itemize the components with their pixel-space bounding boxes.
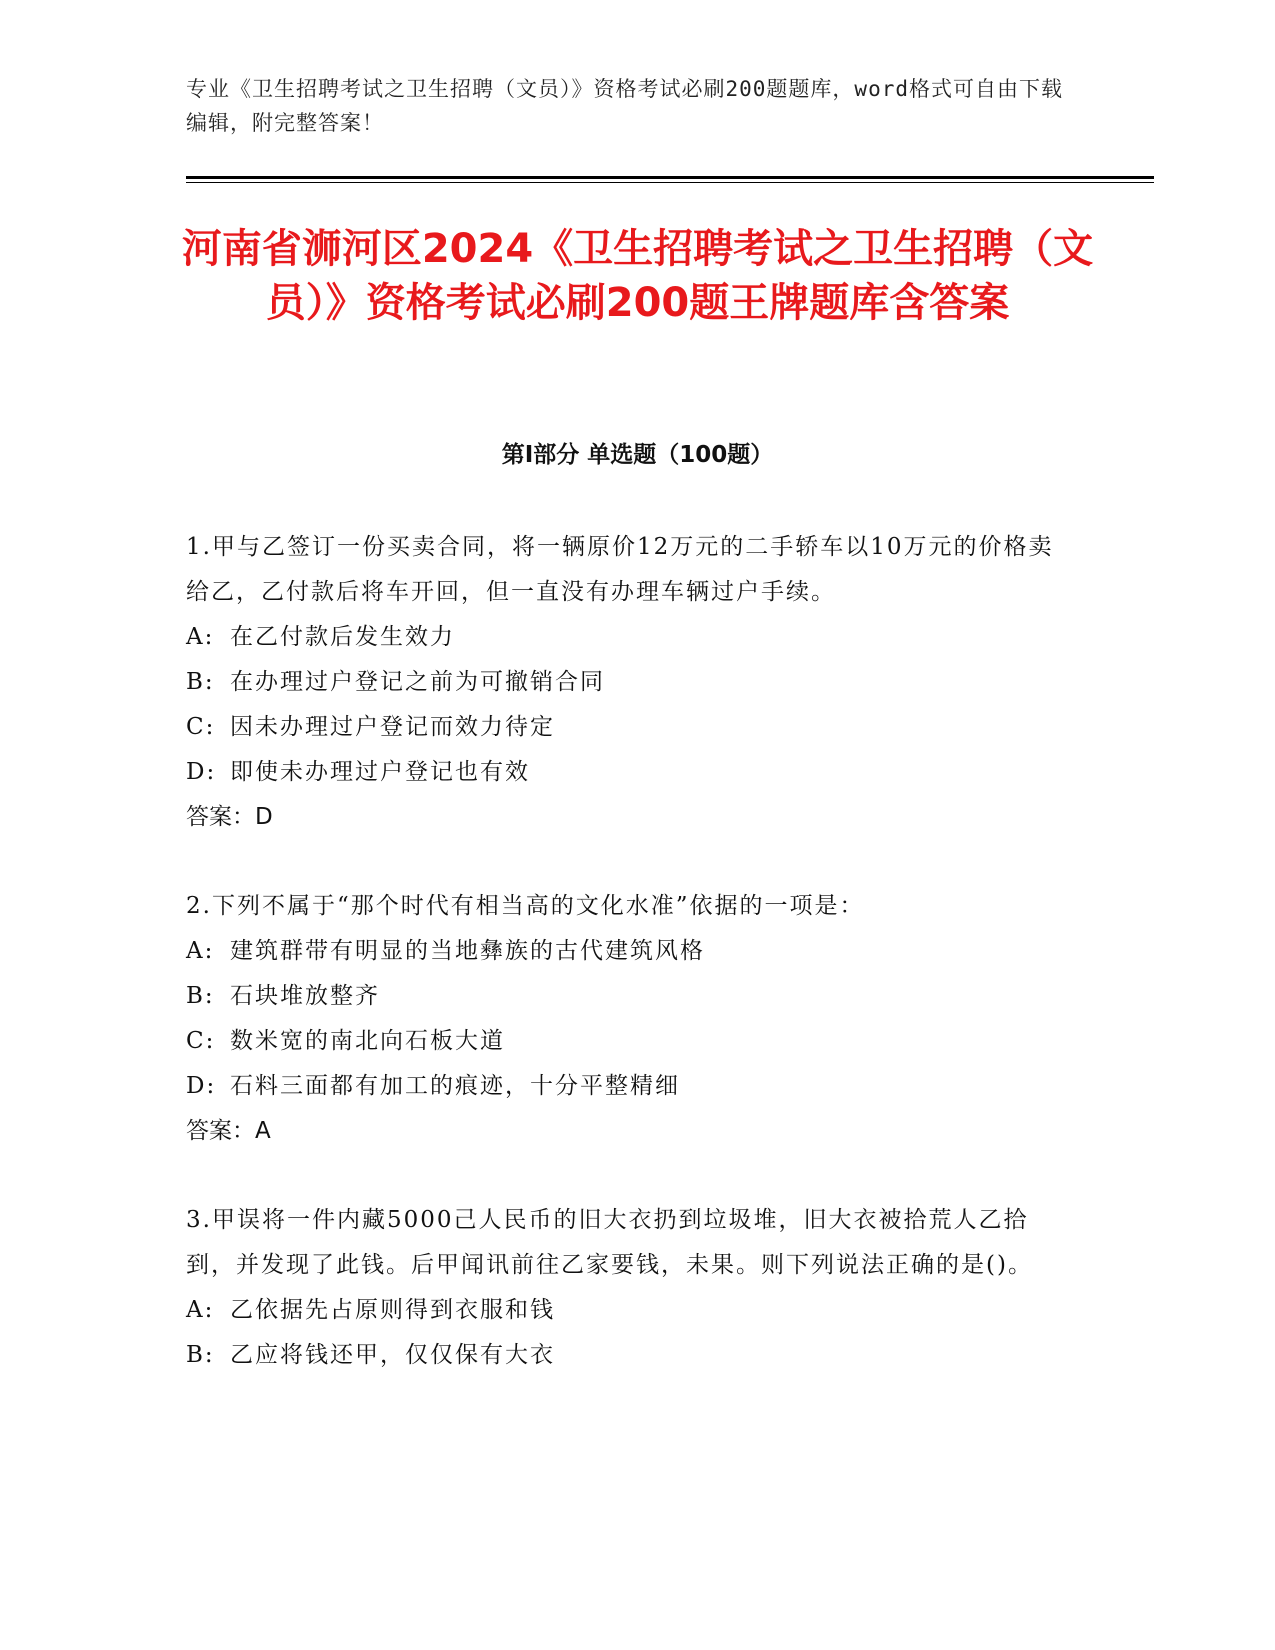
- option-key: B:: [186, 669, 215, 695]
- section-title: 第I部分 单选题（100题）: [501, 442, 774, 468]
- option-key: B:: [186, 983, 215, 1009]
- option-text: 建筑群带有明显的当地彝族的古代建筑风格: [230, 938, 705, 964]
- question-1: [186, 525, 1066, 840]
- question-stem: 1.甲与乙签订一份买卖合同，将一辆原价12万元的二手轿车以10万元的价格卖给乙，乙付款后将车开回，但一直没有办理车辆过户手续。: [186, 534, 1054, 605]
- question-stem: 3.甲误将一件内藏5000己人民币的旧大衣扔到垃圾堆，旧大衣被拾荒人乙拾到，并发现了此钱。后甲闻讯前往乙家要钱，未果。则下列说法正确的是()。: [186, 1207, 1033, 1278]
- option-text: 即使未办理过户登记也有效: [230, 759, 530, 785]
- option-b: [186, 974, 1066, 1019]
- option-c: [186, 705, 1066, 750]
- option-d: [186, 1064, 1066, 1109]
- question-stem: 2.下列不属于“那个时代有相当高的文化水准”依据的一项是：: [186, 893, 865, 919]
- option-key: C:: [186, 714, 216, 740]
- option-a: [186, 929, 1066, 974]
- option-text: 在乙付款后发生效力: [230, 624, 455, 650]
- option-key: A:: [186, 938, 215, 964]
- option-text: 在办理过户登记之前为可撤销合同: [230, 669, 605, 695]
- option-text: 石料三面都有加工的痕迹，十分平整精细: [230, 1073, 680, 1099]
- question-2: [186, 884, 1066, 1154]
- answer-line: 答案：D: [186, 804, 273, 830]
- document-title: 河南省浉河区2024《卫生招聘考试之卫生招聘（文员）》资格考试必刷200题王牌题库含答案: [181, 226, 1094, 326]
- option-b: [186, 660, 1066, 705]
- option-key: A:: [186, 624, 215, 650]
- option-key: C:: [186, 1028, 216, 1054]
- option-text: 乙应将钱还甲，仅仅保有大衣: [230, 1342, 555, 1368]
- option-b: [186, 1333, 1066, 1378]
- option-c: [186, 1019, 1066, 1064]
- option-key: D:: [186, 759, 217, 785]
- option-text: 数米宽的南北向石板大道: [230, 1028, 505, 1054]
- header-rule-thin: [186, 182, 1154, 183]
- option-d: [186, 750, 1066, 795]
- answer-line: 答案：A: [186, 1118, 271, 1144]
- option-text: 石块堆放整齐: [230, 983, 380, 1009]
- option-key: D:: [186, 1073, 217, 1099]
- option-key: A:: [186, 1297, 215, 1323]
- header-note: 专业《卫生招聘考试之卫生招聘（文员）》资格考试必刷200题题库，word格式可自由下载编辑，附完整答案！: [186, 77, 1063, 135]
- option-text: 乙依据先占原则得到衣服和钱: [230, 1297, 555, 1323]
- option-text: 因未办理过户登记而效力待定: [230, 714, 555, 740]
- option-a: [186, 1288, 1066, 1333]
- option-key: B:: [186, 1342, 215, 1368]
- header-rule-thick: [186, 176, 1154, 179]
- question-3: [186, 1198, 1066, 1378]
- question-list: [186, 525, 1066, 1422]
- option-a: [186, 615, 1066, 660]
